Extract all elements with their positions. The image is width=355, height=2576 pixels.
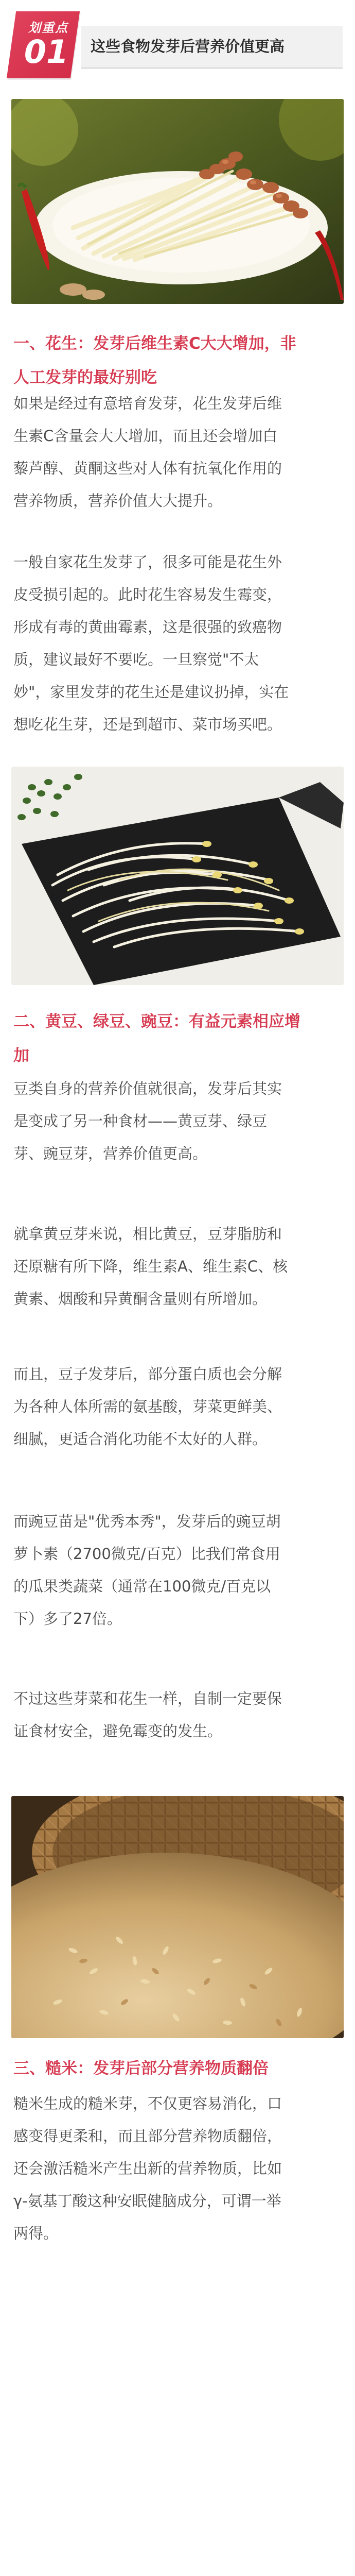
section-2-heading-line: 二、黄豆、绿豆、豌豆：有益元素相应增 (13, 1012, 300, 1031)
text-line: 而且，豆子发芽后，部分蛋白质也会分解 (13, 1365, 282, 1383)
text-line: 的瓜果类蔬菜（通常在100微克/百克以 (13, 1578, 271, 1595)
page-title: 这些食物发芽后营养价值更高 (91, 38, 285, 55)
text-line: 想吃花生芽，还是到超市、菜市场买吧。 (13, 716, 282, 733)
text-line: 一般自家花生发芽了，很多可能是花生外 (13, 553, 282, 571)
text-line: 下）多了27倍。 (13, 1610, 122, 1628)
text-line: 糙米生成的糙米芽，不仅更容易消化，口 (13, 2095, 282, 2112)
text-line: 妙"，家里发芽的花生还是建议扔掉，实在 (13, 683, 289, 701)
section-2-paragraph-5 (13, 1683, 343, 1748)
text-line: 形成有毒的黄曲霉素，这是很强的致癌物 (13, 618, 282, 636)
peanut-sprouts-image (11, 99, 344, 304)
badge-label: 划重点 (28, 21, 68, 35)
section-2-paragraph-1 (13, 1073, 343, 1170)
brown-rice-image (11, 1796, 344, 2038)
text-line: 为各种人体所需的氨基酸，芽菜更鲜美、 (13, 1398, 282, 1415)
section-1-heading-line: 人工发芽的最好别吃 (13, 368, 157, 387)
text-line: 生素C含量会大大增加，而且还会增加白 (13, 427, 278, 445)
section-1-heading-line: 一、花生：发芽后维生素C大大增加，非 (13, 334, 296, 353)
text-line: 藜芦醇、黄酮这些对人体有抗氧化作用的 (13, 460, 282, 477)
bean-sprouts-image (11, 767, 344, 985)
text-line: 还会激活糙米产生出新的营养物质，比如 (13, 2160, 282, 2177)
text-line: 芽、豌豆芽，营养价值更高。 (13, 1145, 208, 1162)
text-line: 不过这些芽菜和花生一样，自制一定要保 (13, 1690, 282, 1707)
text-line: 是变成了另一种食材——黄豆芽、绿豆 (13, 1112, 268, 1130)
section-2-paragraph-4 (13, 1505, 343, 1635)
section-2-paragraph-2 (13, 1218, 343, 1315)
text-line: 还原糖有所下降，维生素A、维生素C、核 (13, 1258, 288, 1275)
section-1-heading (13, 327, 343, 395)
text-line: 两得。 (13, 2225, 59, 2242)
badge-number: 01 (24, 33, 69, 71)
section-3-paragraph-1 (13, 2088, 343, 2250)
article-header (0, 0, 355, 90)
text-line: 就拿黄豆芽来说，相比黄豆，豆芽脂肪和 (13, 1225, 282, 1243)
text-line: 营养物质，营养价值大大提升。 (13, 492, 223, 510)
section-3-heading-line: 三、糙米：发芽后部分营养物质翻倍 (13, 2059, 269, 2078)
text-line: 豆类自身的营养价值就很高，发芽后其实 (13, 1080, 282, 1097)
text-line: 而豌豆苗是"优秀本秀"，发芽后的豌豆胡 (13, 1513, 281, 1530)
text-line: 感变得更柔和，而且部分营养物质翻倍， (13, 2127, 282, 2145)
text-line: 证食材安全，避免霉变的发生。 (13, 1722, 223, 1740)
section-2-heading (13, 1005, 343, 1073)
section-1-paragraph-2 (13, 546, 343, 741)
section-2-heading-line: 加 (13, 1046, 29, 1065)
text-line: 皮受损引起的。此时花生容易发生霉变， (13, 586, 282, 603)
section-3-heading (13, 2052, 343, 2086)
text-line: 萝卜素（2700微克/百克）比我们常食用 (13, 1545, 280, 1563)
text-line: 质，建议最好不要吃。一旦察觉"不太 (13, 651, 259, 668)
text-line: γ-氨基丁酸这种安眠健脑成分，可谓一举 (13, 2192, 281, 2210)
section-2-paragraph-3 (13, 1358, 343, 1455)
text-line: 如果是经过有意培育发芽，花生发芽后维 (13, 395, 282, 412)
text-line: 细腻，更适合消化功能不太好的人群。 (13, 1430, 268, 1448)
text-line: 黄素、烟酸和异黄酮含量则有所增加。 (13, 1290, 268, 1308)
section-1-paragraph-1 (13, 387, 343, 517)
